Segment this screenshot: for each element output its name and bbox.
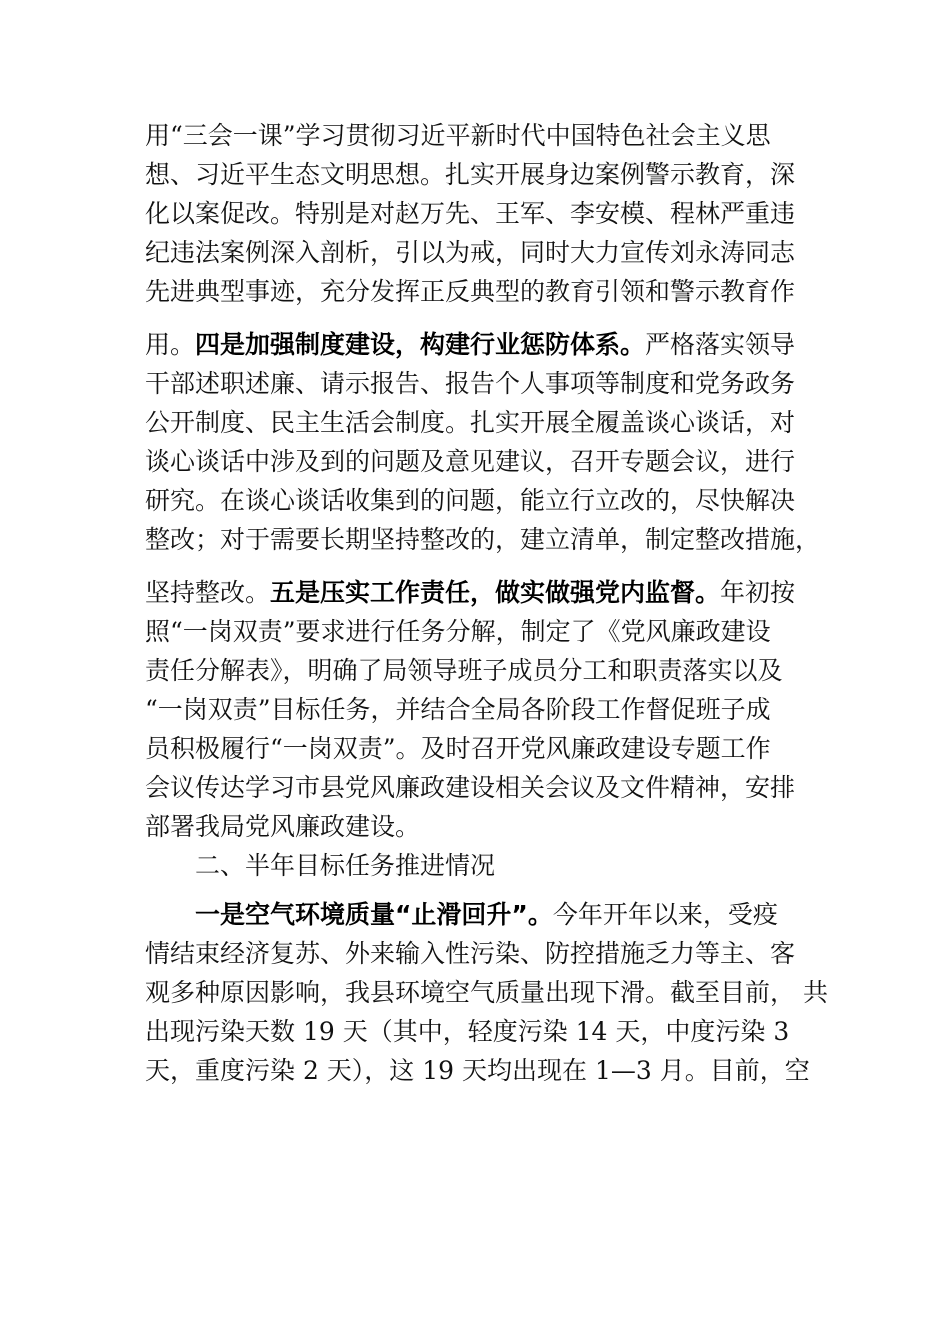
text-line: 公开制度、民主生活会制度。扎实开展全履盖谈心谈话，对 bbox=[145, 408, 796, 437]
text-line: 部署我局党风廉政建设。 bbox=[145, 812, 421, 841]
text-line: 照“一岗双责”要求进行任务分解，制定了《党风廉政建设 bbox=[145, 617, 771, 646]
text-line: 责任分解表》，明确了局领导班子成员分工和职责落实以及 bbox=[145, 656, 783, 685]
text-line bbox=[145, 327, 835, 363]
text-run: 年初按 bbox=[720, 578, 796, 607]
section-heading-five: 五是压实工作责任，做实做强党内监督。 bbox=[270, 578, 721, 607]
text-line: 会议传达学习市县党风廉政建设相关会议及文件精神，安排 bbox=[145, 773, 796, 802]
text-line: 员积极履行“一岗双责”。及时召开党风廉政建设专题工作 bbox=[145, 734, 771, 763]
section-title: 二、半年目标任务推进情况 bbox=[195, 851, 496, 880]
text-line: 观多种原因影响，我县环境空气质量出现下滑。截至目前， 共 bbox=[145, 978, 828, 1007]
text-run: 今年开年以来，受疫 bbox=[552, 900, 778, 929]
text-line: 天，重度污染 2 天），这 19 天均出现在 1—3 月。目前，空 bbox=[145, 1056, 810, 1085]
text-line bbox=[145, 575, 835, 611]
section-heading-four: 四是加强制度建设，构建行业惩防体系。 bbox=[195, 330, 646, 359]
text-line: 出现污染天数 19 天（其中，轻度污染 14 天，中度污染 3 bbox=[145, 1017, 790, 1046]
text-line: 化以案促改。特别是对赵万先、王军、李安模、程林严重违 bbox=[145, 199, 796, 228]
text-line: 研究。在谈心谈话收集到的问题，能立行立改的，尽快解决 bbox=[145, 486, 796, 515]
text-run: 严格落实领导 bbox=[645, 330, 796, 359]
text-line: 干部述职述廉、请示报告、报告个人事项等制度和党务政务 bbox=[145, 369, 796, 398]
text-run: 坚持整改。 bbox=[145, 578, 271, 607]
text-line: 谈心谈话中涉及到的问题及意见建议，召开专题会议，进行 bbox=[145, 447, 796, 476]
text-line: 想、习近平生态文明思想。扎实开展身边案例警示教育，深 bbox=[145, 160, 796, 189]
text-line: 纪违法案例深入剖析，引以为戒，同时大力宣传刘永涛同志 bbox=[145, 238, 796, 267]
text-line: 整改；对于需要长期坚持整改的，建立清单，制定整改措施， bbox=[145, 525, 821, 554]
text-line bbox=[195, 897, 835, 933]
text-line: 情结束经济复苏、外来输入性污染、防控措施乏力等主、客 bbox=[145, 939, 796, 968]
text-line: “一岗双责”目标任务，并结合全局各阶段工作督促班子成 bbox=[145, 695, 771, 724]
text-line: 先进典型事迹，充分发挥正反典型的教育引领和警示教育作 bbox=[145, 277, 796, 306]
text-run: 用。 bbox=[145, 330, 196, 359]
text-line: 用“三会一课”学习贯彻习近平新时代中国特色社会主义思 bbox=[145, 121, 771, 150]
section-heading-one: 一是空气环境质量“止滑回升”。 bbox=[195, 900, 553, 929]
